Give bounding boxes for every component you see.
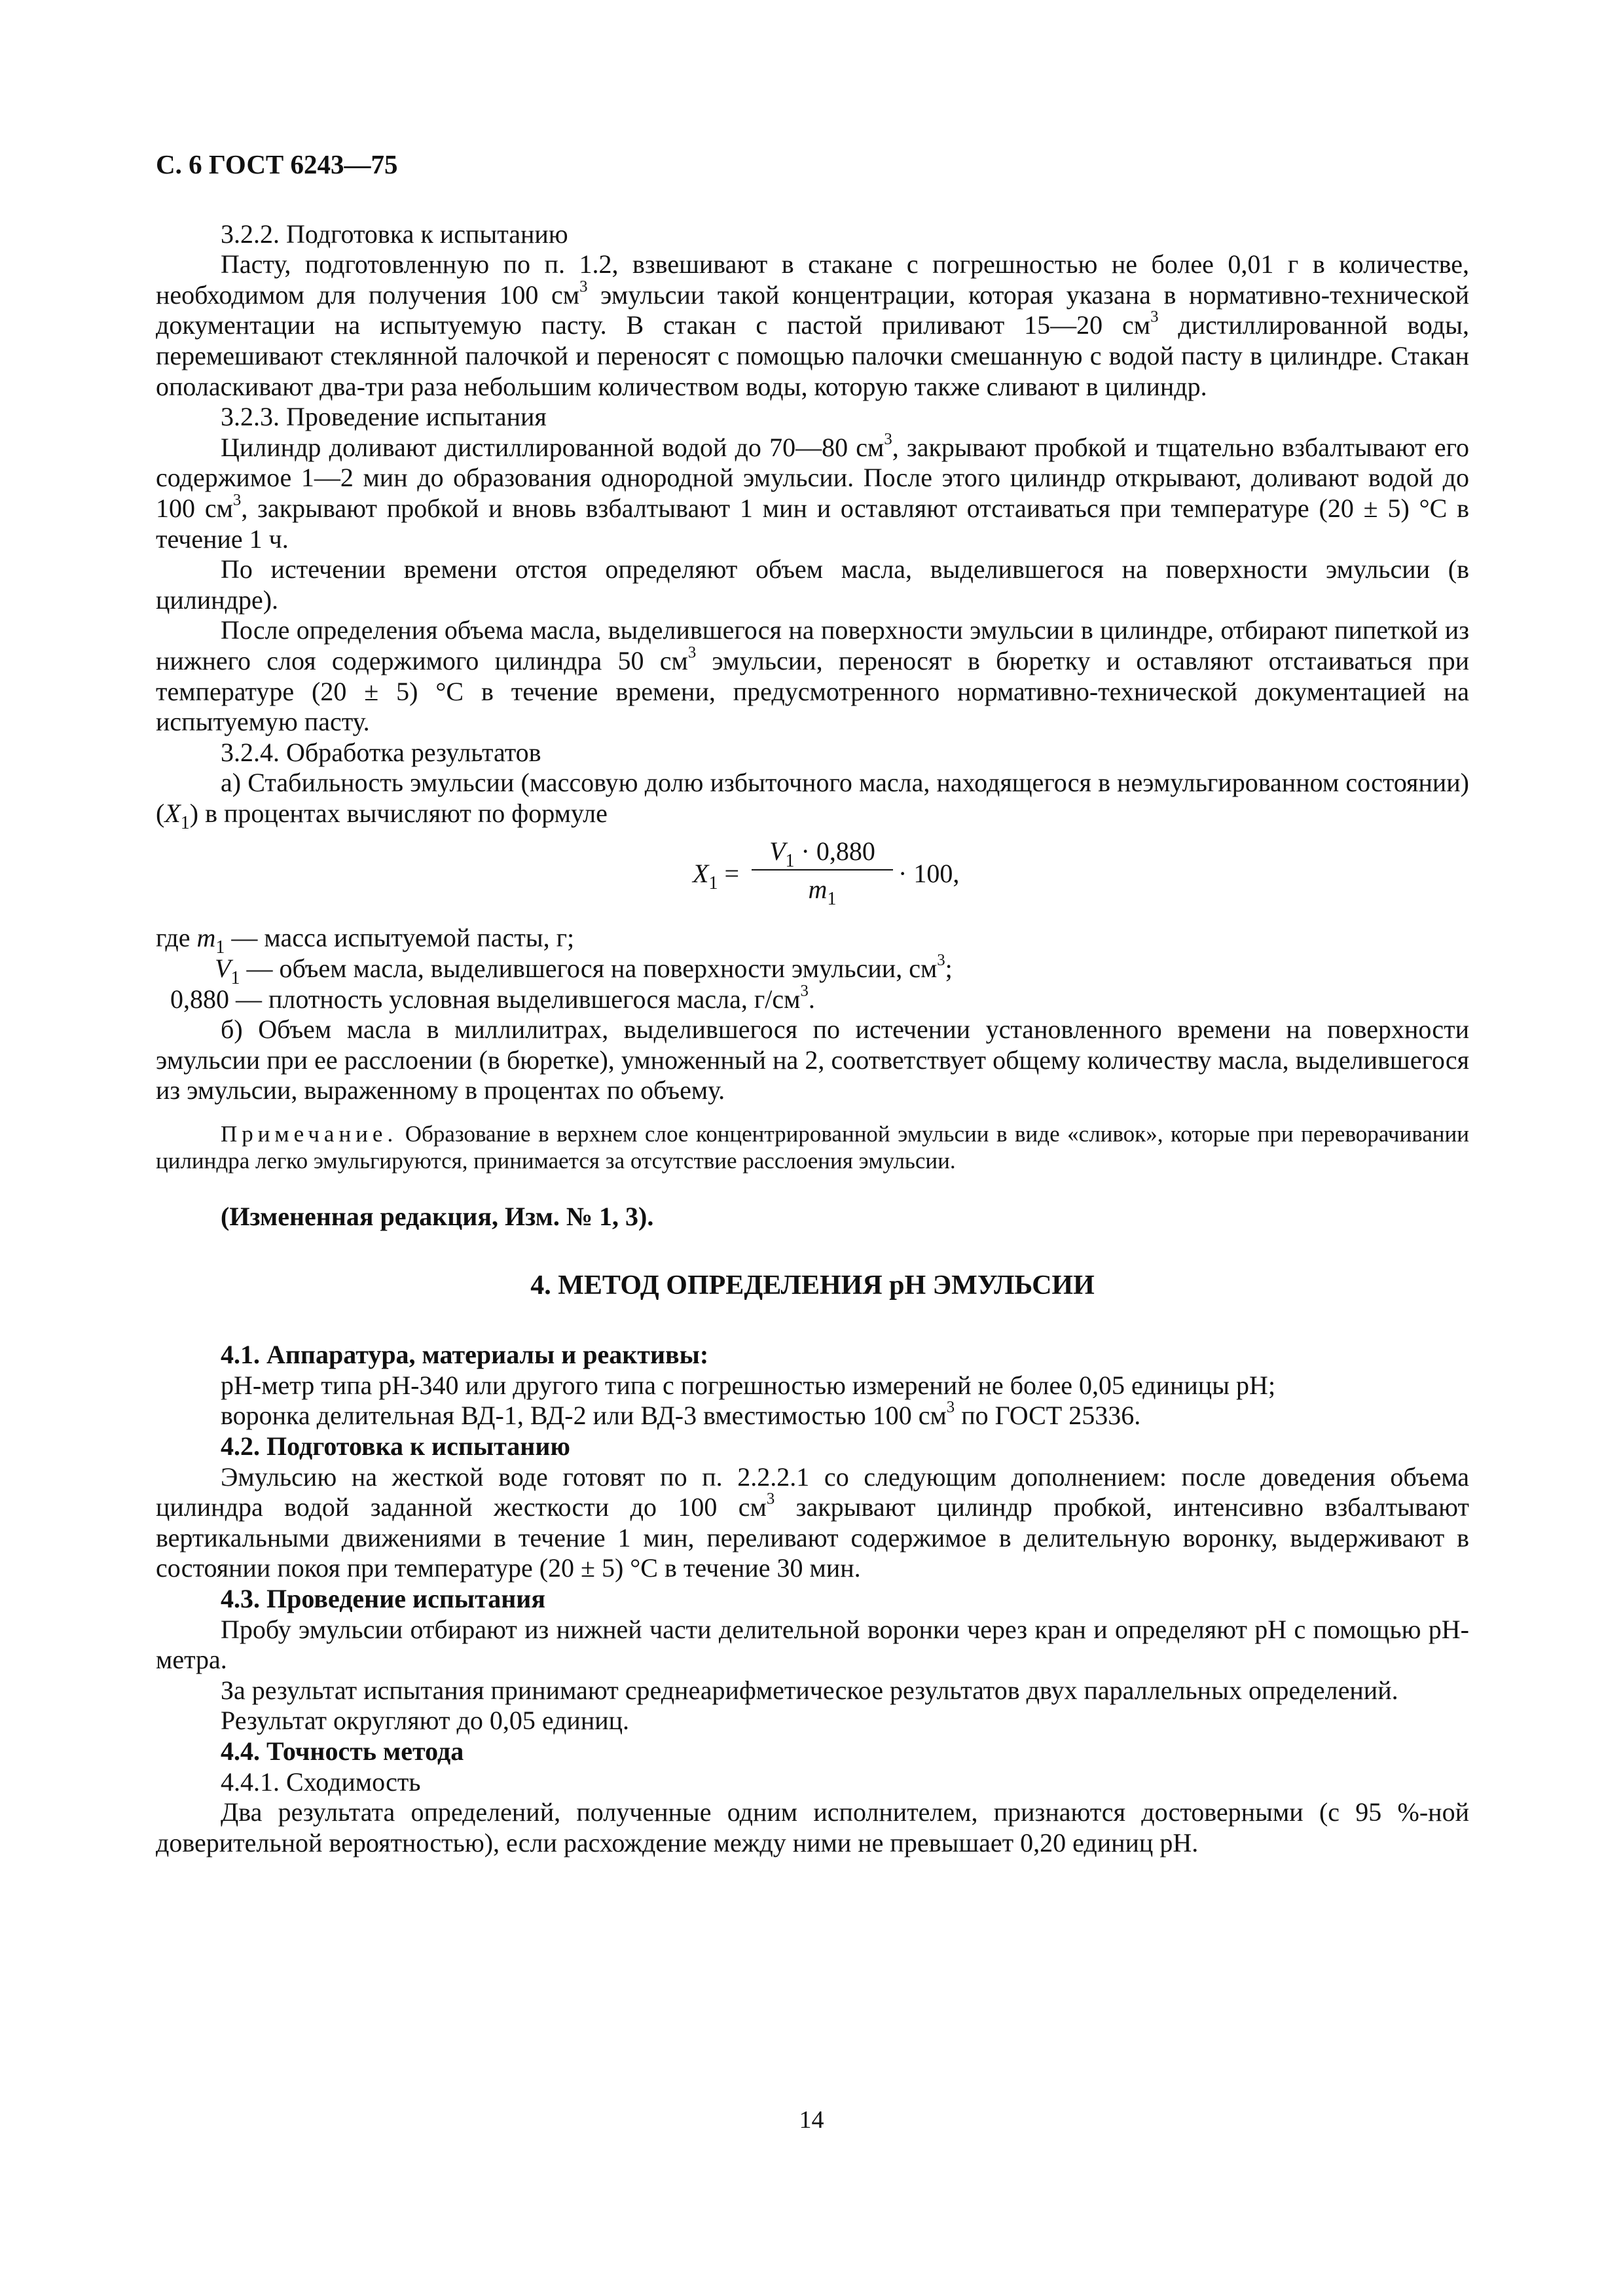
paragraph-3-2-4-a: а) Стабильность эмульсии (массовую долю избыточного масла, находящегося в неэмульгированном состоянии) $(X_1)$ в процентах вычисляют по формуле bbox=[156, 768, 1469, 833]
paragraph-3-2-3-1: Цилиндр доливают дистиллированной водой до 70—80 $см^3$, закрывают пробкой и тщательно взбалтывают его содержимое 1—2 мин до образования однородной эмульсии. После этого цилиндр открывают, доливают водой до 100 $см^3$, закрывают пробкой и вновь взбалтывают 1 мин и оставляют отстаиваться при температуре (20 ± 5) °С в течение 1 ч. bbox=[156, 430, 1469, 554]
note-label: Примечание. bbox=[221, 1121, 398, 1147]
paragraph-3-2-4-b: б) Объем масла в миллилитрах, выделившегося по истечении установленного времени на поверхности эмульсии при ее расслоении (в бюретке), умноженный на 2, соответствует общему количеству масла, выделившегося из эмульсии, выраженному в процентах по объему. bbox=[156, 1014, 1469, 1105]
note: Примечание. Образование в верхнем слое концентрированной эмульсии в виде «сливок», которые при переворачивании цилиндра легко эмульгируются, принимается за отсутствие расслоения эмульсии. bbox=[156, 1121, 1469, 1174]
paragraph-4-3-1: Пробу эмульсии отбирают из нижней части делительной воронки через кран и определяют рН с помощью рН-метра. bbox=[156, 1614, 1469, 1675]
section-title-4: 4. МЕТОД ОПРЕДЕЛЕНИЯ рН ЭМУЛЬСИИ bbox=[530, 1270, 1095, 1300]
legend-m1: где $m_1$ — масса испытуемой пасты, г; bbox=[156, 923, 575, 958]
paragraph-3-2-3-2: По истечении времени отстоя определяют объем масла, выделившегося на поверхности эмульсии (в цилиндре). bbox=[156, 554, 1469, 615]
formula-denominator: $m_1$ bbox=[808, 874, 837, 910]
subsection-title-3-2-4: 3.2.4. Обработка результатов bbox=[221, 737, 541, 767]
subsection-title-4-1: 4.1. Аппаратура, материалы и реактивы: bbox=[221, 1340, 709, 1370]
subsection-title-4-4-1: 4.4.1. Сходимость bbox=[221, 1767, 421, 1797]
legend-density: 0,880 — плотность условная выделившегося масла, $г/см^3$. bbox=[170, 982, 815, 1014]
subsection-title-4-3: 4.3. Проведение испытания bbox=[221, 1583, 545, 1613]
paragraph-4-1-2: воронка делительная ВД-1, ВД-2 или ВД-3 вместимостью 100 $см^3$ по ГОСТ 25336. bbox=[221, 1398, 1141, 1431]
page-number: 14 bbox=[799, 2106, 824, 2134]
fraction-bar bbox=[752, 869, 893, 870]
running-header: С. 6 ГОСТ 6243—75 bbox=[156, 149, 398, 179]
amendment-note: (Измененная редакция, Изм. № 1, 3). bbox=[221, 1202, 654, 1232]
paragraph-4-2: Эмульсию на жесткой воде готовят по п. 2.2.2.1 со следующим дополнением: после доведения объема цилиндра водой заданной жесткости до 100 $см^3$ закрывают цилиндр пробкой, интенсивно взбалтывают вертикальными движениями в течение 1 мин, переливают содержимое в делительную воронку, выдерживают в состоянии покоя при температуре (20 ± 5) °С в течение 30 мин. bbox=[156, 1462, 1469, 1583]
formula-fraction bbox=[752, 836, 893, 910]
formula-lhs: $X_1$ = bbox=[693, 859, 739, 894]
subsection-title-4-4: 4.4. Точность метода bbox=[221, 1736, 464, 1766]
subsection-title-4-2: 4.2. Подготовка к испытанию bbox=[221, 1431, 570, 1461]
page-content bbox=[156, 149, 1469, 1858]
paragraph-3-2-3-3: После определения объема масла, выделившегося на поверхности эмульсии в цилиндре, отбирают пипеткой из нижнего слоя содержимого цилиндра 50 $см^3$ эмульсии, переносят в бюретку и оставляют отстаиваться при температуре (20 ± 5) °С в течение времени, предусмотренного нормативно-технической документацией на испытуемую пасту. bbox=[156, 615, 1469, 737]
paragraph-4-1-1: рН-метр типа рН-340 или другого типа с погрешностью измерений не более 0,05 единицы рН; bbox=[221, 1370, 1276, 1400]
legend-v1: $V_1$ — объем масла, выделившегося на поверхности эмульсии, $см^3$; bbox=[215, 951, 953, 988]
formula-legend bbox=[156, 923, 1469, 1014]
paragraph-4-4-1: Два результата определений, полученные одним исполнителем, признаются достоверными (с 95 %-ной доверительной вероятностью), если расхождение между ними не превышает 0,20 единиц рН. bbox=[156, 1797, 1469, 1857]
formula-x1 bbox=[156, 836, 1469, 915]
paragraph-4-3-2: За результат испытания принимают среднеарифметическое результатов двух параллельных определений. bbox=[221, 1675, 1398, 1705]
paragraph-4-3-3: Результат округляют до 0,05 единиц. bbox=[221, 1706, 630, 1736]
subsection-title-3-2-2: 3.2.2. Подготовка к испытанию bbox=[221, 219, 568, 249]
subsection-title-3-2-3: 3.2.3. Проведение испытания bbox=[221, 402, 547, 432]
formula-rhs: · 100, bbox=[898, 859, 960, 889]
formula-numerator: $V_1 \cdot 0,880$ bbox=[769, 836, 875, 872]
paragraph-3-2-2: Пасту, подготовленную по п. 1.2, взвешивают в стакане с погрешностью не более 0,01 г в количестве, необходимом для получения 100 $см^3$ эмульсии такой концентрации, которая указана в нормативно-технической документации на испытуемую пасту. В стакан с пастой приливают 15—20 $см^3$ дистиллированной воды, перемешивают стеклянной палочкой и переносят с помощью палочки смешанную с водой пасту в цилиндре. Стакан ополаскивают два-три раза небольшим количеством воды, которую также сливают в цилиндр. bbox=[156, 249, 1470, 401]
